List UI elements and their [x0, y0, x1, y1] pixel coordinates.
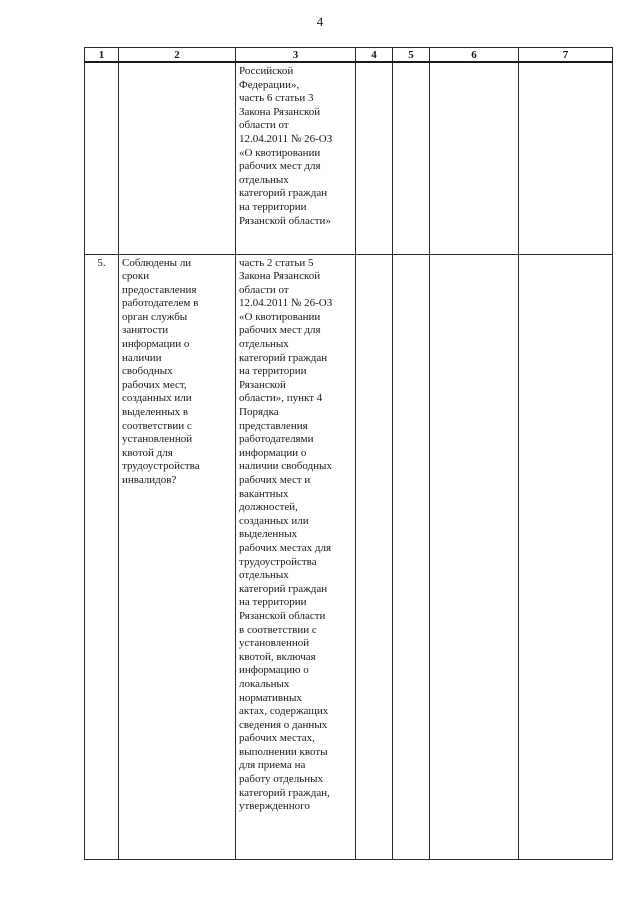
- text-line: квотой, включая: [239, 650, 316, 663]
- text-line: Российской: [239, 65, 294, 77]
- text-line: часть 6 статьи 3: [239, 92, 314, 105]
- text-line: на территории: [239, 200, 307, 213]
- text-line: категорий граждан,: [239, 786, 330, 799]
- text-line: трудоустройства: [122, 460, 200, 473]
- header-col-7: 7: [519, 48, 613, 63]
- cell-col-6: [430, 254, 519, 859]
- header-col-3: 3: [236, 48, 356, 63]
- text-line: Закона Рязанской: [239, 270, 321, 283]
- text-line: созданных или: [122, 392, 192, 405]
- header-col-6: 6: [430, 48, 519, 63]
- cell-col-6: [430, 62, 519, 254]
- text-line: рабочих местах для: [239, 541, 332, 554]
- text-line: Соблюдены ли: [122, 256, 192, 269]
- text-line: установленной: [122, 433, 193, 446]
- text-line: на территории: [239, 365, 307, 378]
- text-line: информацию о: [239, 664, 309, 677]
- text-line: работу отдельных: [239, 773, 324, 786]
- text-line: выполнении квоты: [239, 745, 328, 758]
- header-col-2: 2: [119, 48, 236, 63]
- cell-col-4: [356, 62, 393, 254]
- text-line: рабочих мест для: [239, 324, 321, 337]
- text-line: в соответствии с: [239, 623, 317, 636]
- text-line: работодателями: [239, 433, 314, 446]
- text-line: сведения о данных: [239, 718, 328, 731]
- text-line: работодателем в: [122, 297, 199, 310]
- cell-col-7: [519, 254, 613, 859]
- text-line: установленной: [239, 637, 310, 650]
- text-line: области от: [239, 119, 289, 132]
- text-line: 12.04.2011 № 26-ОЗ: [239, 297, 333, 310]
- text-line: области», пункт 4: [239, 392, 323, 405]
- text-line: категорий граждан: [239, 582, 328, 595]
- text-line: квотой для: [122, 446, 173, 459]
- text-line: созданных или: [239, 514, 309, 527]
- text-line: для приема на: [239, 759, 306, 772]
- text-line: трудоустройства: [239, 555, 317, 568]
- text-line: рабочих мест и: [239, 474, 311, 486]
- text-line: предоставления: [122, 283, 197, 296]
- text-line: рабочих мест для: [239, 160, 321, 173]
- text-line: информации о: [239, 446, 307, 459]
- table-row-5: [85, 254, 613, 859]
- text-line: Порядка: [239, 406, 279, 419]
- text-line: Рязанской области: [239, 609, 326, 622]
- text-line: занятости: [122, 324, 169, 337]
- text-line: выделенных: [239, 528, 298, 541]
- text-line: вакантных: [239, 487, 289, 500]
- cell-legal-basis: [236, 254, 356, 859]
- cell-col-5: [393, 254, 430, 859]
- text-line: Рязанской области»: [239, 214, 331, 227]
- cell-number: [85, 62, 119, 254]
- cell-question: [119, 62, 236, 254]
- text-line: представления: [239, 419, 308, 432]
- cell-legal-basis: [236, 62, 356, 254]
- text-line: отдельных: [239, 338, 289, 351]
- text-line: должностей,: [239, 501, 298, 514]
- checklist-table: [84, 47, 613, 860]
- cell-col-7: [519, 62, 613, 254]
- header-col-1: 1: [85, 48, 119, 63]
- text-line: 12.04.2011 № 26-ОЗ: [239, 132, 333, 145]
- text-line: наличии свободных: [239, 460, 332, 473]
- text-line: рабочих местах,: [239, 732, 315, 745]
- text-line: Рязанской: [239, 378, 286, 391]
- text-line: на территории: [239, 596, 307, 609]
- cell-col-4: [356, 254, 393, 859]
- header-col-5: 5: [393, 48, 430, 63]
- table-row-continuation: [85, 62, 613, 254]
- text-line: области от: [239, 283, 289, 296]
- text-line: соответствии с: [122, 419, 192, 432]
- text-line: инвалидов?: [122, 474, 177, 486]
- text-line: категорий граждан: [239, 351, 328, 364]
- cell-question: [119, 254, 236, 859]
- text-line: рабочих мест,: [122, 378, 187, 391]
- text-line: нормативных: [239, 691, 302, 704]
- text-line: наличии: [122, 351, 162, 364]
- text-line: «О квотировании: [239, 146, 321, 159]
- page-number: 4: [316, 14, 324, 29]
- text-line: актах, содержащих: [239, 705, 329, 718]
- text-line: орган службы: [122, 310, 188, 323]
- text-line: Федерации»,: [239, 78, 300, 91]
- text-line: локальных: [239, 677, 290, 690]
- text-line: сроки: [122, 270, 150, 283]
- text-line: информации о: [122, 338, 190, 351]
- header-col-4: 4: [356, 48, 393, 63]
- text-line: утвержденного: [239, 800, 310, 813]
- text-line: отдельных: [239, 173, 289, 186]
- cell-col-5: [393, 62, 430, 254]
- text-line: категорий граждан: [239, 187, 328, 200]
- table-header-row: [85, 48, 613, 63]
- text-line: часть 2 статьи 5: [239, 256, 314, 269]
- text-line: «О квотировании: [239, 310, 321, 323]
- text-line: выделенных в: [122, 406, 189, 419]
- text-line: Закона Рязанской: [239, 105, 321, 118]
- text-line: свободных: [122, 365, 173, 378]
- text-line: отдельных: [239, 569, 289, 582]
- cell-number: 5.: [85, 254, 119, 859]
